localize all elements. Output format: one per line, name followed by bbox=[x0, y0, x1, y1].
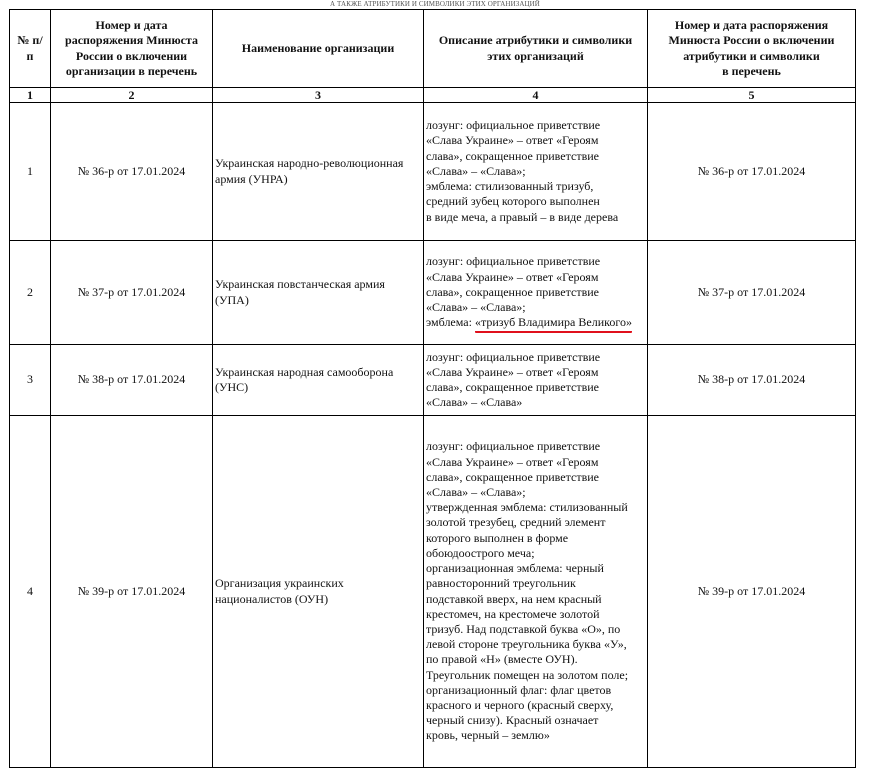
row-number: 4 bbox=[10, 416, 51, 768]
symbol-order: № 38-р от 17.01.2024 bbox=[648, 345, 856, 416]
org-name: Организация украинских националистов (ОУН) bbox=[213, 416, 424, 768]
column-number-1: 1 bbox=[10, 88, 51, 103]
row-number: 1 bbox=[10, 103, 51, 241]
org-name: Украинская народно-революционная армия (УНРА) bbox=[213, 103, 424, 241]
document-top-caption: А ТАКЖЕ АТРИБУТИКИ И СИМВОЛИКИ ЭТИХ ОРГАНИЗАЦИЙ bbox=[330, 0, 540, 8]
symbol-order: № 39-р от 17.01.2024 bbox=[648, 416, 856, 768]
symbol-order: № 36-р от 17.01.2024 bbox=[648, 103, 856, 241]
table-row bbox=[10, 241, 856, 345]
table-row bbox=[10, 416, 856, 768]
column-number-5: 5 bbox=[648, 88, 856, 103]
header-number: № п/п bbox=[10, 10, 51, 88]
table-row bbox=[10, 345, 856, 416]
symbol-order: № 37-р от 17.01.2024 bbox=[648, 241, 856, 345]
column-number-2: 2 bbox=[51, 88, 213, 103]
highlighted-emblem-text: «тризуб Владимира Великого» bbox=[475, 315, 632, 332]
symbol-description: лозунг: официальное приветствие «Слава Украине» – ответ «Героям слава», сокращенное приветствие «Слава» – «Слава» bbox=[424, 345, 648, 416]
column-number-4: 4 bbox=[424, 88, 648, 103]
org-order: № 38-р от 17.01.2024 bbox=[51, 345, 213, 416]
emblem-line: эмблема: «тризуб Владимира Великого» bbox=[426, 315, 645, 330]
symbol-description: лозунг: официальное приветствие «Слава Украине» – ответ «Героям слава», сокращенное приветствие «Слава» – «Слава»; утвержденная эмблема: стилизованный золотой трезубец, средний элемент которого выполнен в форме обоюдоострого меча; организационная эмблема: черный равносторонний треугольник подставкой вверх, на нем красный крестомеч, на крестомече золотой тризуб. Над подставкой буква «О», по левой стороне треугольника буква «У», по правой «Н» (вместе ОУН). Треугольник помещен на золотом поле; организационный флаг: флаг цветов красного и черного (красный сверху, черный снизу). Красный означает кровь, черный – землю» bbox=[424, 416, 648, 768]
column-number-3: 3 bbox=[213, 88, 424, 103]
org-name: Украинская повстанческая армия (УПА) bbox=[213, 241, 424, 345]
header-org-order: Номер и дата распоряжения Минюста России о включении организации в перечень bbox=[51, 10, 213, 88]
column-number-row bbox=[10, 88, 856, 103]
table-header-row bbox=[10, 10, 856, 88]
row-number: 2 bbox=[10, 241, 51, 345]
header-org-name: Наименование организации bbox=[213, 10, 424, 88]
table-row bbox=[10, 103, 856, 241]
org-name: Украинская народная самооборона (УНС) bbox=[213, 345, 424, 416]
registry-table bbox=[9, 9, 856, 768]
org-order: № 39-р от 17.01.2024 bbox=[51, 416, 213, 768]
symbol-description: лозунг: официальное приветствие «Слава Украине» – ответ «Героям слава», сокращенное приветствие «Слава» – «Слава»; эмблема: стилизованный тризуб, средний зубец которого выполнен в виде меча, а правый – в виде дерева bbox=[424, 103, 648, 241]
row-number: 3 bbox=[10, 345, 51, 416]
org-order: № 36-р от 17.01.2024 bbox=[51, 103, 213, 241]
symbol-description: лозунг: официальное приветствие «Слава Украине» – ответ «Героям слава», сокращенное приветствие «Слава» – «Слава»; эмблема: «тризуб Владимира Великого» bbox=[424, 241, 648, 345]
header-symbol-order: Номер и дата распоряжения Минюста России о включении атрибутики и символики в перечень bbox=[648, 10, 856, 88]
header-description: Описание атрибутики и символики этих организаций bbox=[424, 10, 648, 88]
org-order: № 37-р от 17.01.2024 bbox=[51, 241, 213, 345]
